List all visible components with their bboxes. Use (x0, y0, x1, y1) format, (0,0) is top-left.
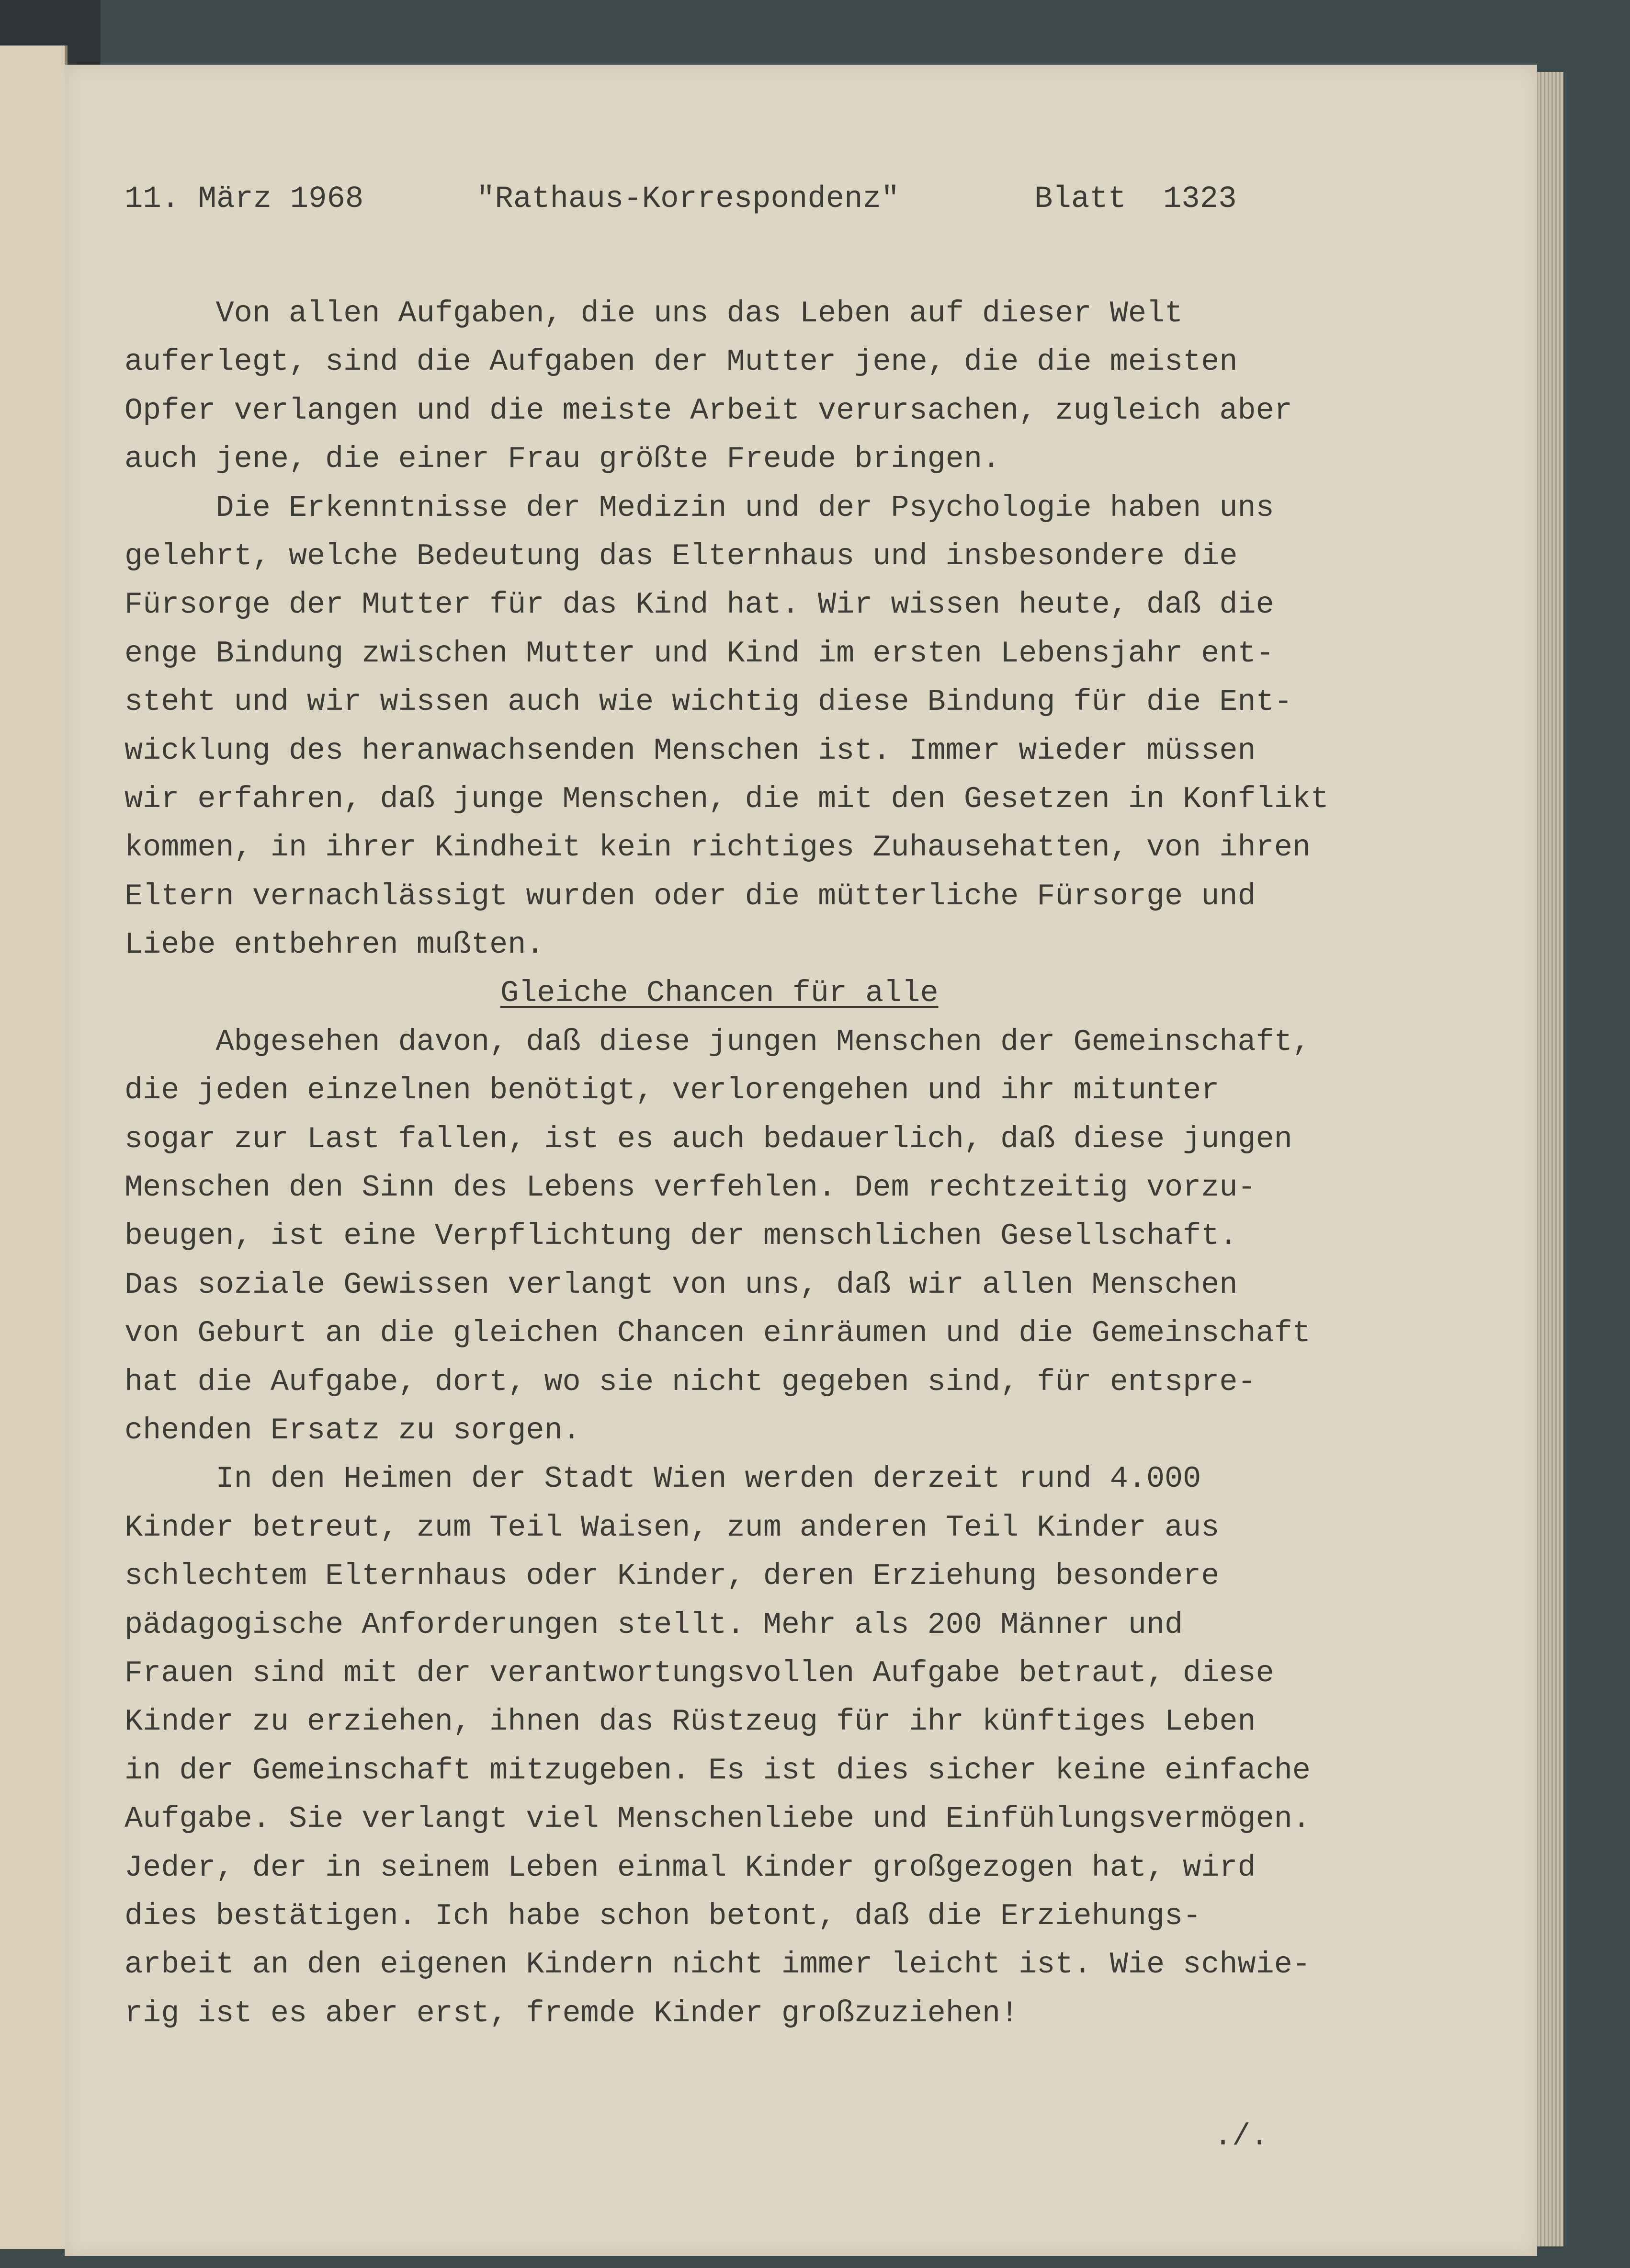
header-date: 11. März 1968 (125, 182, 364, 217)
text-line: steht und wir wissen auch wie wichtig diese Bindung für die Ent- (125, 685, 1292, 720)
text-line: Das soziale Gewissen verlangt von uns, daß wir allen Menschen (125, 1267, 1238, 1302)
text-line: beugen, ist eine Verpflichtung der menschlichen Gesellschaft. (125, 1219, 1238, 1254)
text-line: hat die Aufgabe, dort, wo sie nicht gegeben sind, für entspre- (125, 1365, 1256, 1400)
text-line: Die Erkenntnisse der Medizin und der Psychologie haben uns (125, 490, 1274, 525)
text-line: auferlegt, sind die Aufgaben der Mutter jene, die die meisten (125, 345, 1238, 380)
document-body (125, 290, 1513, 2038)
text-line: arbeit an den eigenen Kindern nicht immer leicht ist. Wie schwie- (125, 1948, 1311, 1983)
text-line: gelehrt, welche Bedeutung das Elternhaus und insbesondere die (125, 539, 1238, 574)
text-line: rig ist es aber erst, fremde Kinder großzuziehen! (125, 1996, 1019, 2031)
text-line: In den Heimen der Stadt Wien werden derzeit rund 4.000 (125, 1462, 1201, 1497)
document-page (65, 65, 1537, 2256)
text-line: Opfer verlangen und die meiste Arbeit verursachen, zugleich aber (125, 393, 1292, 428)
text-line: die jeden einzelnen benötigt, verlorengehen und ihr mitunter (125, 1073, 1220, 1108)
text-line: dies bestätigen. Ich habe schon betont, daß die Erziehungs- (125, 1899, 1201, 1934)
section-subheading (125, 969, 1513, 1018)
text-line: Jeder, der in seinem Leben einmal Kinder großgezogen hat, wird (125, 1850, 1256, 1885)
text-line: sogar zur Last fallen, ist es auch bedauerlich, daß diese jungen (125, 1122, 1292, 1157)
text-line: Kinder zu erziehen, ihnen das Rüstzeug für ihr künftiges Leben (125, 1705, 1256, 1740)
text-line: Von allen Aufgaben, die uns das Leben auf dieser Welt (125, 296, 1183, 331)
text-line: enge Bindung zwischen Mutter und Kind im ersten Lebensjahr ent- (125, 636, 1274, 671)
text-line: Fürsorge der Mutter für das Kind hat. Wir wissen heute, daß die (125, 588, 1274, 623)
text-line: Frauen sind mit der verantwortungsvollen Aufgabe betraut, diese (125, 1656, 1274, 1691)
text-line: Menschen den Sinn des Lebens verfehlen. Dem rechtzeitig vorzu- (125, 1171, 1256, 1206)
text-line: kommen, in ihrer Kindheit kein richtiges Zuhausehatten, von ihren (125, 831, 1311, 866)
continuation-mark: ./. (1214, 2120, 1269, 2154)
text-line: schlechtem Elternhaus oder Kinder, deren Erziehung besondere (125, 1559, 1220, 1594)
text-line: in der Gemeinschaft mitzugeben. Es ist dies sicher keine einfache (125, 1753, 1311, 1788)
page-header (125, 182, 1537, 235)
text-line: pädagogische Anforderungen stellt. Mehr als 200 Männer und (125, 1607, 1183, 1642)
text-line: Aufgabe. Sie verlangt viel Menschenliebe und Einfühlungsvermögen. (125, 1802, 1311, 1837)
subheading-text: Gleiche Chancen für alle (500, 976, 939, 1011)
text-line: wicklung des heranwachsenden Menschen ist. Immer wieder müssen (125, 733, 1256, 768)
header-publication: "Rathaus-Korrespondenz" (476, 182, 900, 217)
text-line: chenden Ersatz zu sorgen. (125, 1413, 581, 1448)
text-line: von Geburt an die gleichen Chancen einräumen und die Gemeinschaft (125, 1316, 1311, 1351)
text-line: wir erfahren, daß junge Menschen, die mit den Gesetzen in Konflikt (125, 782, 1329, 817)
text-line: Kinder betreut, zum Teil Waisen, zum anderen Teil Kinder aus (125, 1510, 1220, 1545)
text-line: Abgesehen davon, daß diese jungen Menschen der Gemeinschaft, (125, 1025, 1311, 1060)
header-sheet-number: Blatt 1323 (1034, 182, 1237, 217)
text-line: Eltern vernachlässigt wurden oder die mütterliche Fürsorge und (125, 879, 1256, 914)
text-line: auch jene, die einer Frau größte Freude bringen. (125, 442, 1001, 477)
text-line: Liebe entbehren mußten. (125, 928, 544, 963)
previous-page-edge (0, 46, 68, 2249)
